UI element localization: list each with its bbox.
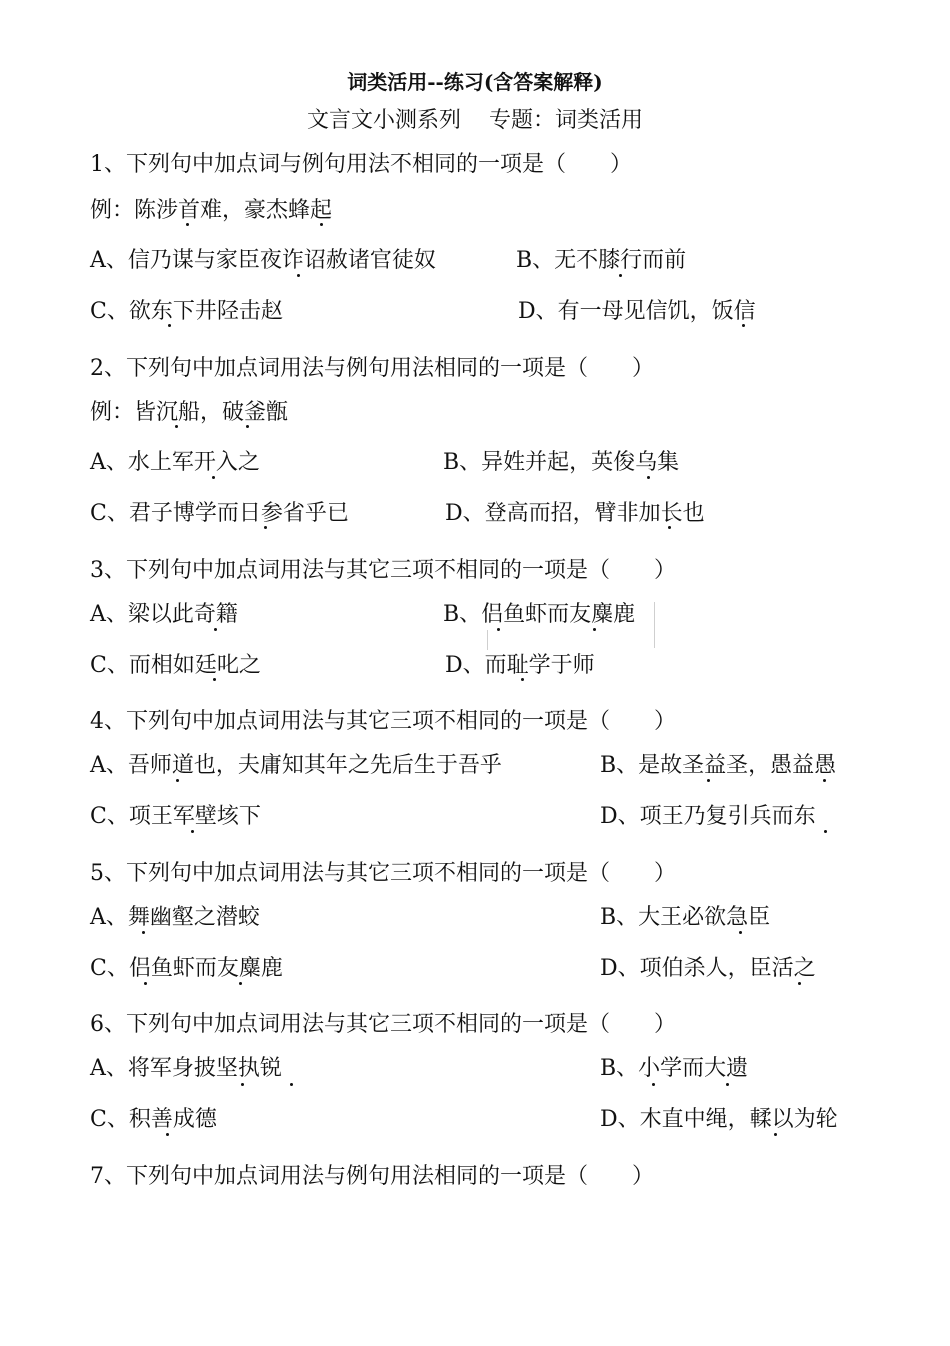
question-1-stem: 1、下列句中加点词与例句用法不相同的一项是（ ） xyxy=(90,152,632,177)
document-subtitle: 文言文小测系列 专题：词类活用 xyxy=(307,108,643,133)
emphasis-dot xyxy=(521,678,524,681)
emphasis-dot xyxy=(186,223,189,226)
emphasis-dot xyxy=(297,274,300,277)
question-5-stem: 5、下列句中加点词用法与其它三项不相同的一项是（ ） xyxy=(90,861,676,886)
emphasis-dot xyxy=(166,1133,169,1136)
question-2-option-d: D、登高而招，臂非加长也 xyxy=(445,501,705,526)
emphasis-dot xyxy=(742,324,745,327)
question-5-option-b: B、大王必欲急臣 xyxy=(600,905,771,930)
emphasis-dot xyxy=(241,1083,244,1086)
question-2-option-b: B、异姓并起，英俊乌集 xyxy=(443,450,680,475)
question-4-stem: 4、下列句中加点词用法与其它三项不相同的一项是（ ） xyxy=(90,709,676,734)
question-4-option-d: D、项王乃复引兵而东 xyxy=(600,804,816,829)
question-5-option-a: A、舞幽壑之潜蛟 xyxy=(90,905,260,930)
emphasis-dot xyxy=(647,476,650,479)
emphasis-dot xyxy=(213,678,216,681)
emphasis-dot xyxy=(668,526,671,529)
question-1-option-d: D、有一母见信饥，饭信 xyxy=(518,299,756,324)
emphasis-dot xyxy=(798,982,801,985)
question-4-option-c: C、项王军壁垓下 xyxy=(90,804,261,829)
question-5-option-d: D、项伯杀人，臣活之 xyxy=(600,956,816,981)
question-2-stem: 2、下列句中加点词用法与例句用法相同的一项是（ ） xyxy=(90,356,654,381)
emphasis-dot xyxy=(264,526,267,529)
emphasis-dot xyxy=(191,830,194,833)
emphasis-dot xyxy=(320,223,323,226)
emphasis-dot xyxy=(246,425,249,428)
emphasis-dot xyxy=(212,476,215,479)
question-6-option-d: D、木直中绳，輮以为轮 xyxy=(600,1107,838,1132)
emphasis-dot xyxy=(176,779,179,782)
emphasis-dot xyxy=(497,628,500,631)
emphasis-dot xyxy=(175,425,178,428)
emphasis-dot xyxy=(707,779,710,782)
question-2-example: 例：皆沉船，破釜甑 xyxy=(90,400,289,425)
question-7-stem: 7、下列句中加点词用法与例句用法相同的一项是（ ） xyxy=(90,1164,654,1189)
question-1-option-c: C、欲东下井陉击赵 xyxy=(90,299,283,324)
question-6-option-a: A、将军身披坚执锐 xyxy=(90,1056,282,1081)
emphasis-dot xyxy=(144,982,147,985)
question-6-option-c: C、积善成德 xyxy=(90,1107,217,1132)
emphasis-dot xyxy=(823,779,826,782)
emphasis-dot xyxy=(652,1083,655,1086)
question-3-option-b: B、侣鱼虾而友麋鹿 xyxy=(443,602,636,627)
emphasis-dot xyxy=(214,628,217,631)
question-2-option-c: C、君子博学而日参省乎已 xyxy=(90,501,349,526)
question-3-option-a: A、梁以此奇籍 xyxy=(90,602,238,627)
emphasis-dot xyxy=(142,931,145,934)
question-6-stem: 6、下列句中加点词用法与其它三项不相同的一项是（ ） xyxy=(90,1012,676,1037)
document-title: 词类活用--练习(含答案解释) xyxy=(347,70,603,94)
question-6-option-b: B、小学而大遗 xyxy=(600,1056,749,1081)
emphasis-dot xyxy=(239,982,242,985)
emphasis-dot xyxy=(619,274,622,277)
emphasis-dot xyxy=(168,324,171,327)
question-4-option-a: A、吾师道也，夫庸知其年之先后生于吾乎 xyxy=(90,753,502,778)
emphasis-dot xyxy=(290,1083,293,1086)
emphasis-dot xyxy=(824,830,827,833)
question-3-option-d: D、而耻学于师 xyxy=(445,653,595,678)
emphasis-dot xyxy=(774,1133,777,1136)
question-1-option-a: A、信乃谋与家臣夜诈诏赦诸官徒奴 xyxy=(90,248,436,273)
question-3-stem: 3、下列句中加点词用法与其它三项不相同的一项是（ ） xyxy=(90,558,676,583)
question-3-option-c: C、而相如廷叱之 xyxy=(90,653,261,678)
question-1-option-b: B、无不膝行而前 xyxy=(516,248,687,273)
emphasis-dot xyxy=(593,628,596,631)
scan-artifact-line xyxy=(487,630,488,650)
question-5-option-c: C、侣鱼虾而友麋鹿 xyxy=(90,956,283,981)
question-2-option-a: A、水上军开入之 xyxy=(90,450,260,475)
scan-artifact-line xyxy=(654,602,655,648)
question-1-example: 例：陈涉首难，豪杰蜂起 xyxy=(90,198,333,223)
question-4-option-b: B、是故圣益圣，愚益愚 xyxy=(600,753,837,778)
emphasis-dot xyxy=(726,1083,729,1086)
emphasis-dot xyxy=(739,931,742,934)
